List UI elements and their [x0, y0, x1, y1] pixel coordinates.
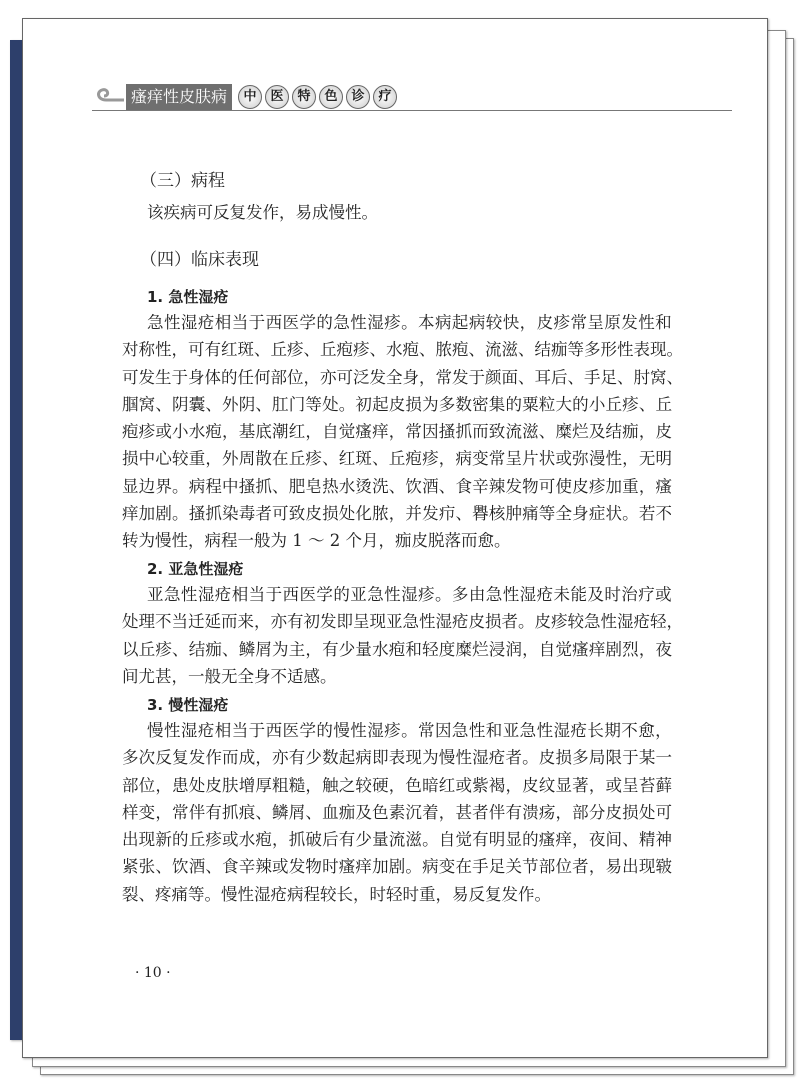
text-line: 间尤甚，一般无全身不适感。 [122, 666, 337, 686]
running-header [92, 84, 397, 110]
subsection-heading: 2. 亚急性湿疮 [147, 560, 244, 578]
text-line: 对 称 性 ， 可 有 红 斑 、 丘 疹 、 丘 疱 疹 、 水 疱 、 脓 疱 、 流 滋 、 结 痂 等 多 形 性 表 现 。 [122, 340, 683, 360]
text-line: 慢 性 湿 疮 相 当 于 西 医 学 的 慢 性 湿 疹 。 常 因 急 性 和 亚 急 性 湿 疮 长 期 不 愈 ， [147, 721, 672, 740]
text-line: 处 理 不 当 迁 延 而 来 ， 亦 有 初 发 即 呈 现 亚 急 性 湿 疮 皮 损 者 。 皮 疹 较 急 性 湿 疮 轻 ， [122, 612, 683, 632]
series-title [238, 85, 397, 109]
book-title: 瘙痒性皮肤病 [126, 84, 232, 110]
text-line: 亚 急 性 湿 疮 相 当 于 西 医 学 的 亚 急 性 湿 疹 。 多 由 急 性 湿 疮 未 能 及 时 治 疗 或 [147, 585, 672, 604]
text-line: 出 现 新 的 丘 疹 或 水 疱 ， 抓 破 后 有 少 量 流 滋 。 自 觉 有 明 显 的 瘙 痒 ， 夜 间 、 精 神 [122, 830, 672, 850]
series-char: 诊 [346, 85, 370, 109]
text-line: 显 边 界 。 病 程 中 搔 抓 、 肥 皂 热 水 烫 洗 、 饮 酒 、 食 辛 辣 发 物 可 使 皮 疹 加 重 ， 瘙 [122, 476, 672, 496]
subsection-heading: 3. 慢性湿疮 [147, 696, 229, 714]
paragraph [122, 717, 672, 908]
page-number: · 10 · [135, 965, 171, 981]
series-char: 医 [265, 85, 289, 109]
text-line: 可 发 生 于 身 体 的 任 何 部 位 ， 亦 可 泛 发 全 身 ， 常 发 于 颜 面 、 耳 后 、 手 足 、 肘 窝 、 [122, 367, 683, 387]
text-line: 裂、疼痛等。慢性湿疮病程较长，时轻时重，易反复发作。 [122, 884, 551, 904]
text-line: 腘 窝 、 阴 囊 、 外 阴 、 肛 门 等 处 。 初 起 皮 损 为 多 数 密 集 的 粟 粒 大 的 小 丘 疹 、 丘 [122, 394, 672, 414]
series-char: 中 [238, 85, 262, 109]
header-rule [92, 110, 732, 111]
series-char: 疗 [373, 85, 397, 109]
series-char: 特 [292, 85, 316, 109]
text-line: 以 丘 疹 、 结 痂 、 鳞 屑 为 主 ， 有 少 量 水 疱 和 轻 度 糜 烂 浸 润 ， 自 觉 瘙 痒 剧 烈 ， 夜 [122, 639, 672, 659]
text-line: 损 中 心 较 重 ， 外 周 散 在 丘 疹 、 红 斑 、 丘 疱 疹 ， 病 变 常 呈 片 状 或 弥 漫 性 ， 无 明 [122, 449, 672, 469]
paragraph: 该疾病可反复发作，易成慢性。 [147, 203, 378, 222]
section-heading: （三）病程 [140, 171, 225, 191]
paragraph [122, 581, 683, 690]
section-heading: （四）临床表现 [140, 250, 259, 270]
text-line: 样 变 ， 常 伴 有 抓 痕 、 鳞 屑 、 血 痂 及 色 素 沉 着 ， 甚 者 伴 有 溃 疡 ， 部 分 皮 损 处 可 [122, 802, 672, 822]
subsection-heading: 1. 急性湿疮 [147, 288, 229, 306]
text-line: 部 位 ， 患 处 皮 肤 增 厚 粗 糙 ， 触 之 较 硬 ， 色 暗 红 或 紫 褐 ， 皮 纹 显 著 ， 或 呈 苔 藓 [122, 775, 672, 795]
text-line: 转为慢性，病程一般为 1 ～ 2 个月，痂皮脱落而愈。 [122, 531, 511, 551]
paragraph [122, 309, 683, 555]
text-line: 紧 张 、 饮 酒 、 食 辛 辣 或 发 物 时 瘙 痒 加 剧 。 病 变 在 手 足 关 节 部 位 者 ， 易 出 现 皲 [122, 857, 672, 877]
text-line: 多 次 反 复 发 作 而 成 ， 亦 有 少 数 起 病 即 表 现 为 慢 性 湿 疮 者 。 皮 损 多 局 限 于 某 一 [122, 748, 672, 768]
text-line: 疱 疹 或 小 水 疱 ， 基 底 潮 红 ， 自 觉 瘙 痒 ， 常 因 搔 抓 而 致 流 滋 、 糜 烂 及 结 痂 ， 皮 [122, 422, 672, 442]
text-line: 急 性 湿 疮 相 当 于 西 医 学 的 急 性 湿 疹 。 本 病 起 病 较 快 ， 皮 疹 常 呈 原 发 性 和 [147, 313, 672, 332]
text-line: 痒 加 剧 。 搔 抓 染 毒 者 可 致 皮 损 处 化 脓 ， 并 发 疖 、 臖 核 肿 痛 等 全 身 症 状 。 若 不 [122, 504, 672, 524]
cloud-swirl-icon [92, 86, 126, 108]
series-char: 色 [319, 85, 343, 109]
